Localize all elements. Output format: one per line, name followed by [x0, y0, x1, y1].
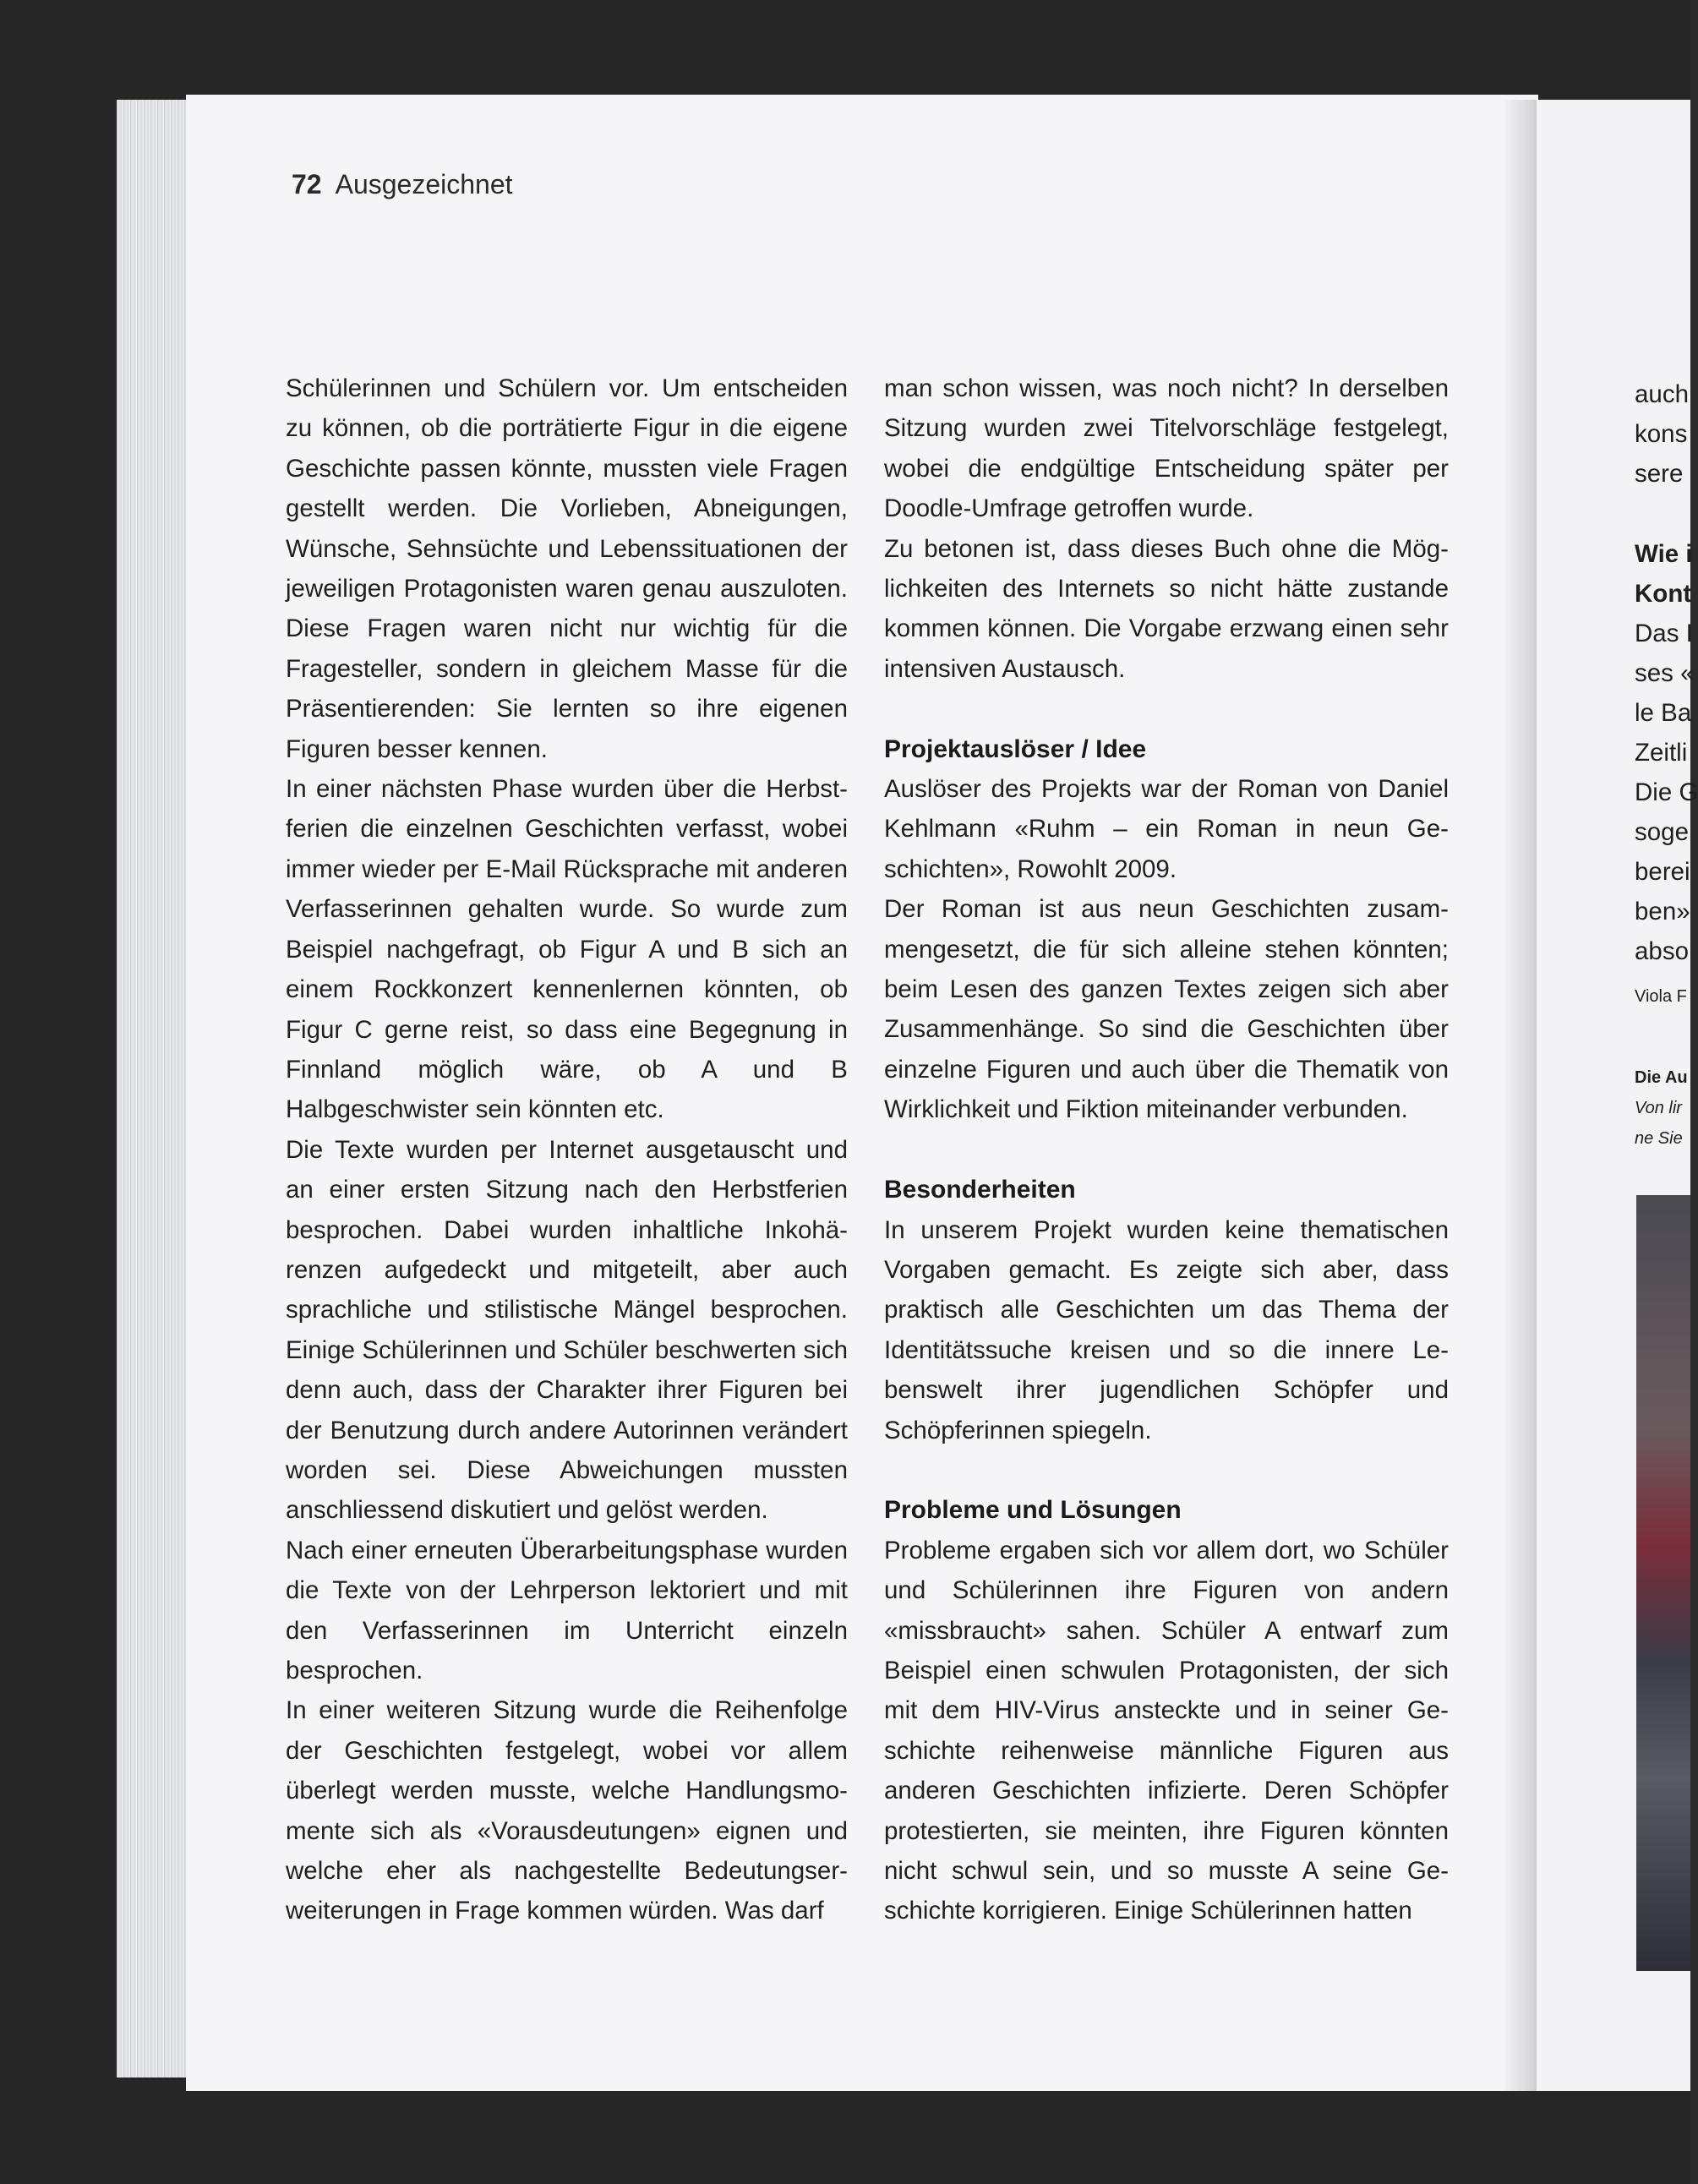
section-heading-projektausloeser: Projektauslöser / Idee [884, 734, 1147, 763]
fragment-caption-line: ne Sie [1635, 1129, 1683, 1148]
body-paragraph: In einer weiteren Sitzung wurde die Reihenfolge der Geschichten festgelegt, wobei vor allem überlegt werden musste, welche Handlungsmomente sich als «Vorausdeutungen» eignen und welche eher als nachgestellte Bedeutungserweiterungen in Frage kommen würden. Was darf [286, 1696, 848, 1925]
fragment-line: ben» [1635, 898, 1690, 925]
section-spacer [884, 1450, 1449, 1490]
fragment-line: soge [1635, 818, 1689, 846]
body-paragraph: man schon wissen, was noch nicht? In derselben Sitzung wurden zwei Titelvorschläge festgelegt, wobei die endgültige Entscheidung später per Doodle-Umfrage getroffen wurde. [884, 374, 1449, 523]
fragment-attribution: Viola F [1635, 987, 1687, 1006]
fragment-line: kons [1635, 420, 1688, 448]
fragment-caption-title: Die Au [1635, 1068, 1688, 1087]
section-spacer [884, 1130, 1449, 1170]
fragment-heading: Kont [1635, 580, 1692, 608]
section-spacer [884, 689, 1449, 729]
body-paragraph: Nach einer erneuten Überarbeitungsphase wurden die Texte von der Lehrperson lektoriert und mit den Verfasserinnen im Unterricht einzeln besprochen. [286, 1536, 848, 1684]
fragment-line: Die G [1635, 778, 1698, 806]
running-title: Ausgezeichnet [335, 169, 513, 199]
body-paragraph: Probleme ergaben sich vor allem dort, wo Schüler und Schülerinnen ihre Figuren von andern «missbraucht» sahen. Schüler A entwarf zum Beispiel einen schwulen Protagonisten, der sich mit dem HIV-Virus ansteckte und in seiner Geschichte reihenweise männliche Figuren aus anderen Geschichten infizierte. Deren Schöpfer protestierten, sie meinten, ihre Figuren könnten nicht schwul sein, und so musste A seine Geschichte korrigieren. Einige Schülerinnen hatten [884, 1536, 1449, 1925]
body-paragraph: Der Roman ist aus neun Geschichten zusammengesetzt, die für sich alleine stehen könnten; beim Lesen des ganzen Textes zeigen sich aber Zusammenhänge. So sind die Geschichten über einzelne Figuren und auch über die Thematik von Wirklichkeit und Fiktion miteinander verbunden. [884, 895, 1449, 1124]
middle-text-column [884, 369, 1449, 1931]
fragment-line: auch [1635, 380, 1689, 408]
fragment-line: sere [1635, 460, 1684, 488]
fragment-line: le Ba [1635, 699, 1692, 727]
body-paragraph: Die Texte wurden per Internet ausgetauscht und an einer ersten Sitzung nach den Herbstferien besprochen. Dabei wurden inhaltliche Inkohärenzen aufgedeckt und mitgeteilt, aber auch sprachliche und stilistische Mängel besprochen. Einige Schülerinnen und Schüler beschwerten sich denn auch, dass der Charakter ihrer Figuren bei der Benutzung durch andere Autorinnen verändert worden sei. Diese Abweichungen mussten anschliessend diskutiert und gelöst werden. [286, 1135, 848, 1525]
body-paragraph: In einer nächsten Phase wurden über die Herbstferien die einzelnen Geschichten verfasst, wobei immer wieder per E-Mail Rücksprache mit anderen Verfasserinnen gehalten wurde. So wurde zum Beispiel nachgefragt, ob Figur A und B sich an einem Rockkonzert kennenlernen könnten, ob Figur C gerne reist, so dass eine Begegnung in Finnland möglich wäre, ob A und B Halbgeschwister sein könnten etc. [286, 775, 848, 1124]
fragment-line: berei [1635, 858, 1690, 886]
fragment-line: ses « [1635, 659, 1695, 687]
body-paragraph: Auslöser des Projekts war der Roman von Daniel Kehlmann «Ruhm – ein Roman in neun Geschichten», Rowohlt 2009. [884, 775, 1449, 883]
left-text-column [286, 369, 848, 1931]
fragment-line: Zeitli [1635, 739, 1688, 767]
fragment-line: abso [1635, 937, 1689, 965]
body-paragraph: Schülerinnen und Schülern vor. Um entscheiden zu können, ob die porträtierte Figur in die eigene Geschichte passen könnte, mussten viele Fragen gestellt werden. Die Vorlieben, Abneigungen, Wünsche, Sehnsüchte und Lebenssituationen der jeweiligen Protagonisten waren genau auszuloten. Diese Fragen waren nicht nur wichtig für die Fragesteller, sondern in gleichem Masse für die Präsentierenden: Sie lernten so ihre eigenen Figuren besser kennen. [286, 374, 848, 763]
book-page-edges [117, 100, 193, 2078]
running-header [292, 169, 513, 200]
body-paragraph: Zu betonen ist, dass dieses Buch ohne die Möglichkeiten des Internets so nicht hätte zustande kommen können. Die Vorgabe erzwang einen sehr intensiven Austausch. [884, 534, 1449, 683]
fragment-caption-line: Von lir [1635, 1099, 1682, 1117]
section-heading-probleme: Probleme und Lösungen [884, 1496, 1182, 1525]
photo-fragment [1636, 1195, 1690, 1971]
fragment-line: Das I [1635, 620, 1693, 647]
body-paragraph: In unserem Projekt wurden keine thematischen Vorgaben gemacht. Es zeigte sich aber, dass praktisch alle Geschichten um das Thema der Identitätssuche kreisen und so die innere Lebenswelt ihrer jugendlichen Schöpfer und Schöpferinnen spiegeln. [884, 1215, 1449, 1444]
page-number: 72 [292, 169, 322, 199]
fragment-heading: Wie i [1635, 540, 1693, 568]
section-heading-besonderheiten: Besonderheiten [884, 1176, 1076, 1204]
